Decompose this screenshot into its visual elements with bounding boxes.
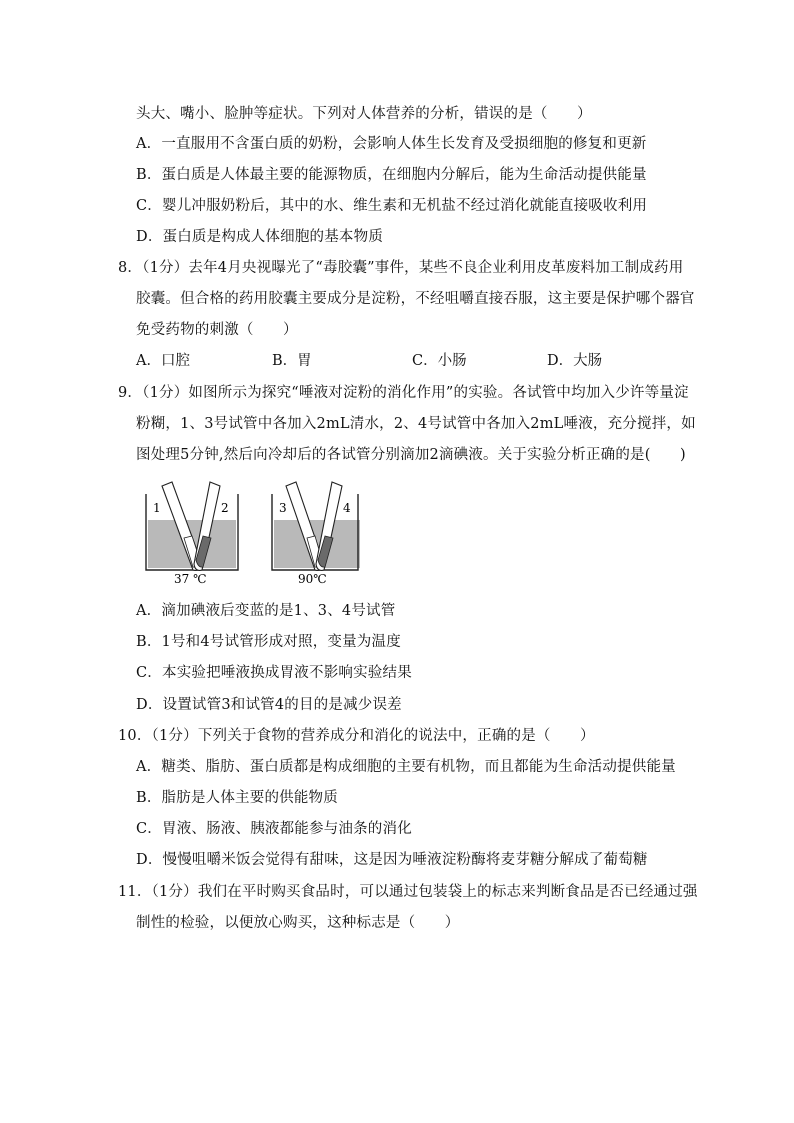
beakers-diagram (140, 480, 360, 590)
q9-option-d: D．设置试管3和试管4的目的是减少误差 (136, 697, 402, 713)
q9-stem-line-2: 粉糊，1、3号试管中各加入2mL清水，2、4号试管中各加入2mL唾液，充分搅拌，如 (136, 416, 696, 432)
q7-option-a: A．一直服用不含蛋白质的奶粉，会影响人体生长发育及受损细胞的修复和更新 (136, 136, 647, 152)
q10-option-c: C．胃液、肠液、胰液都能参与油条的消化 (136, 821, 412, 837)
tube-2-label: 2 (221, 501, 229, 515)
q9-stem-line-1: 9．（1分）如图所示为探究“唾液对淀粉的消化作用”的实验。各试管中均加入少许等量淀 (118, 385, 689, 401)
temp-37-label: 37 ℃ (174, 572, 207, 586)
q9-option-b: B．1号和4号试管形成对照，变量为温度 (136, 634, 401, 650)
q8-stem-line-3: 免受药物的刺激（ ） (136, 322, 298, 338)
q9-option-a: A．滴加碘液后变蓝的是1、3、4号试管 (136, 603, 396, 619)
beaker-90 (272, 482, 360, 586)
q10-option-b: B．脂肪是人体主要的供能物质 (136, 790, 338, 806)
q9-stem-line-3: 图处理5分钟,然后向冷却后的各试管分别滴加2滴碘液。关于实验分析正确的是( ) (136, 447, 686, 463)
q10-option-a: A．糖类、脂肪、蛋白质都是构成细胞的主要有机物，而且都能为生命活动提供能量 (136, 759, 676, 775)
q8-options (136, 351, 636, 371)
q7-option-b: B．蛋白质是人体最主要的能源物质，在细胞内分解后，能为生命活动提供能量 (136, 167, 647, 183)
q7-option-c: C．婴儿冲服奶粉后，其中的水、维生素和无机盐不经过消化就能直接吸收利用 (136, 198, 648, 214)
tube-1-label: 1 (153, 501, 161, 515)
temp-90-label: 90℃ (298, 572, 327, 586)
q11-stem-line-2: 制性的检验，以便放心购买，这种标志是（ ） (136, 915, 460, 931)
q8-option-b: B．胃 (272, 353, 312, 369)
q10-option-d: D．慢慢咀嚼米饭会觉得有甜味，这是因为唾液淀粉酶将麦芽糖分解成了葡萄糖 (136, 852, 648, 868)
q10-stem: 10．（1分）下列关于食物的营养成分和消化的说法中，正确的是（ ） (118, 728, 595, 744)
q8-option-d: D．大肠 (547, 353, 603, 369)
q8-option-a: A．口腔 (136, 353, 190, 369)
q11-stem-line-1: 11．（1分）我们在平时购买食品时，可以通过包装袋上的标志来判断食品是否已经通过强 (118, 884, 698, 900)
tube-4-label: 4 (343, 501, 351, 515)
beaker-37 (146, 482, 238, 586)
q7-option-d: D．蛋白质是构成人体细胞的基本物质 (136, 229, 384, 245)
q8-stem-line-2: 胶囊。但合格的药用胶囊主要成分是淀粉，不经咀嚼直接吞服，这主要是保护哪个器官 (136, 291, 695, 307)
tube-3-label: 3 (279, 501, 287, 515)
q9-option-c: C．本实验把唾液换成胃液不影响实验结果 (136, 665, 412, 681)
q7-stem: 头大、嘴小、脸肿等症状。下列对人体营养的分析，错误的是（ ） (136, 106, 592, 122)
q8-stem-line-1: 8．（1分）去年4月央视曝光了“毒胶囊”事件，某些不良企业利用皮革废料加工制成药用 (118, 260, 684, 276)
experiment-figure (140, 480, 360, 590)
q8-option-c: C．小肠 (412, 353, 467, 369)
